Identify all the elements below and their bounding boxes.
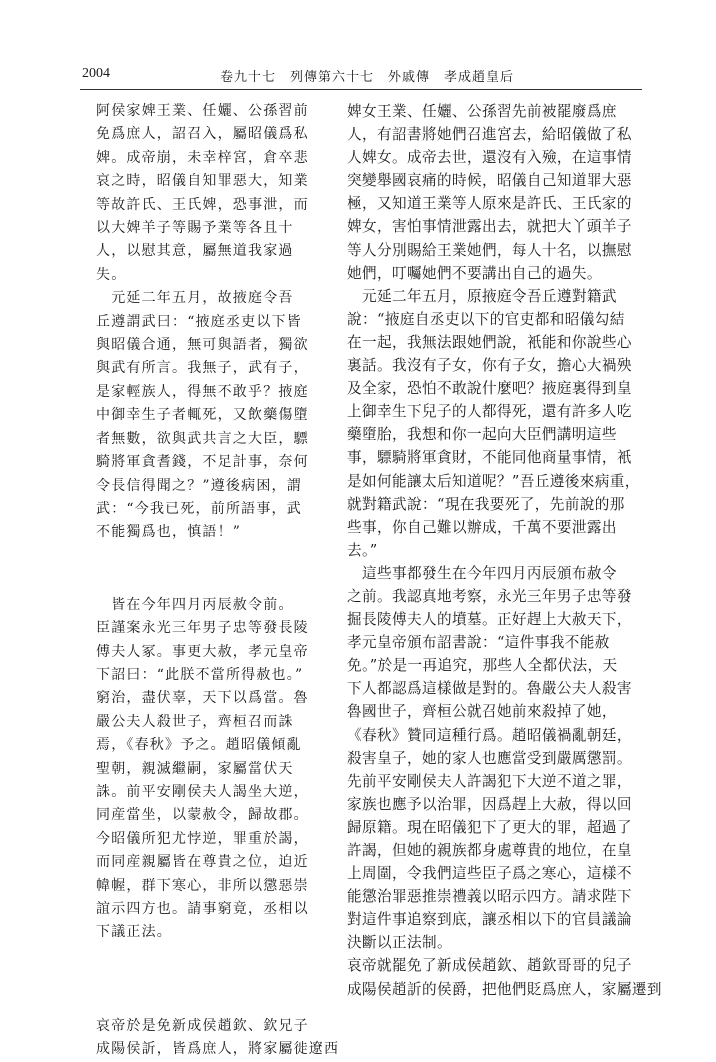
text-line: 窮治，盡伏辜，天下以爲當。魯: [96, 690, 309, 707]
text-line: 《春秋》贊同這種行爲。趙昭儀禍亂朝廷，: [347, 726, 632, 744]
text-line: 傅夫人冢。事更大赦，孝元皇帝: [96, 643, 309, 660]
page-header: [82, 66, 642, 88]
text-line: 丘遵謂武曰：“掖庭丞吏以下皆: [96, 313, 302, 330]
text-line: 歸原籍。現在昭儀犯下了更大的罪，超過了: [347, 818, 632, 836]
text-line: 誅。前平安剛侯夫人謁坐大逆，: [96, 783, 309, 800]
text-line: 孝元皇帝頒布詔書說：“這件事我不能赦: [347, 634, 610, 652]
text-line: 去。”: [347, 541, 378, 559]
text-line: 臣謹案永光三年男子忠等發長陵: [96, 620, 309, 637]
text-line: 極，又知道王業等人原來是許氏、王氏家的: [347, 195, 632, 213]
text-line: 人婢女。成帝去世，還沒有入殮，在這事情: [347, 149, 632, 167]
text-line: 武：“今我已死，前所語事，武: [96, 500, 302, 517]
text-line: 而同産親屬皆在尊貴之位，迫近: [96, 854, 309, 871]
text-line: 家族也應予以治罪，因爲趕上大赦，得以回: [347, 795, 632, 813]
text-line: 是如何能讓太后知道呢？”吾丘遵後來病重，: [347, 472, 640, 490]
text-line: 能懲治罪惡推崇禮義以昭示四方。請求陛下: [347, 888, 632, 906]
text-line: 婢。成帝崩，未幸梓宮，倉卒悲: [96, 149, 309, 166]
text-line: 元延二年五月，故掖庭令吾: [96, 290, 294, 307]
original-text-column: [96, 100, 340, 1062]
text-line: 令長信得聞之？”遵後病困，謂: [96, 477, 302, 494]
paragraph-gap: [96, 945, 314, 1015]
text-line: 下議正法。: [96, 924, 172, 941]
text-line: 免。”於是一再追究，那些人全都伏法，天: [347, 657, 618, 675]
text-line: 誼示四方也。請事窮竟，丞相以: [96, 901, 309, 917]
text-line: 之前。我認真地考察，永光三年男子忠等發: [347, 587, 632, 605]
text-line: 先前平安剛侯夫人許謁犯下大逆不道之罪，: [347, 772, 632, 790]
original-paragraph-3: [96, 594, 314, 945]
text-line: 說：“掖庭自丞吏以下的官吏都和昭儀勾結: [347, 310, 625, 328]
text-line: 嚴公夫人殺世子，齊桓召而誅: [96, 713, 294, 730]
text-line: 藥墮胎，我想和你一起向大臣們講明這些: [347, 426, 617, 444]
text-line: 今昭儀所犯尤悖逆，罪重於謁，: [96, 830, 309, 847]
text-line: 等故許氏、王氏婢，恐事泄，而: [96, 196, 309, 213]
original-paragraph-1: [96, 100, 314, 287]
text-line: 些事，你自己難以辦成，千萬不要泄露出: [347, 518, 617, 536]
text-line: 殺害皇子，她的家人也應當受到嚴厲懲罰。: [347, 749, 632, 767]
text-line: 掘長陵傅夫人的墳墓。正好趕上大赦天下，: [347, 611, 632, 629]
text-line: 騎將軍貪耆錢，不足計事，奈何: [96, 454, 309, 471]
text-line: 就對籍武說：“現在我要死了，先前說的那: [347, 495, 625, 513]
text-line: 人，以慰其意，屬無道我家過: [96, 243, 294, 260]
text-line: 裏話。我沒有子女，你有子女，擔心大禍殃: [347, 357, 632, 375]
translation-paragraph-3: [347, 562, 632, 955]
text-line: 成陽侯趙訢的侯爵，把他們貶爲庶人，家屬遷到: [347, 980, 662, 998]
original-paragraph-4: [96, 1015, 340, 1062]
text-line: 免爲庶人，詔召入，屬昭儀爲私: [96, 126, 309, 143]
text-line: 下詔曰：“此朕不當所得赦也。”: [96, 666, 304, 683]
text-line: 與昭儀合通，無可與語者，獨欲: [96, 337, 309, 354]
header-rule: [80, 89, 642, 90]
text-line: 與武有所言。我無子，武有子，: [96, 360, 309, 377]
text-line: 哀之時，昭儀自知罪惡大，知業: [96, 173, 309, 190]
translation-paragraph-4: [347, 954, 662, 1000]
text-line: 上周圍，令我們這些臣子爲之寒心，這樣不: [347, 865, 632, 883]
text-line: 這些事都發生在今年四月丙辰頒布赦令: [347, 564, 617, 582]
text-line: 突變舉國哀痛的時候，昭儀自己知道罪大惡: [347, 172, 632, 190]
text-line: 上御幸生下兒子的人都得死，還有許多人吃: [347, 403, 632, 421]
text-line: 對這件事追察到底，讓丞相以下的官員議論: [347, 911, 632, 929]
text-line: 以大婢羊子等賜予業等各且十: [96, 220, 294, 237]
text-line: 成陽侯訢，皆爲庶人，將家屬徙遼西: [96, 1041, 340, 1058]
text-line: 元延二年五月，原掖庭令吾丘遵對籍武: [347, 287, 617, 305]
text-line: 事，驃騎將軍貪財，不能同他商量事情，衹: [347, 449, 632, 467]
text-line: 許謁，但她的親族都身處尊貴的地位，在皇: [347, 842, 632, 859]
text-line: 中御幸生子者輒死，又飲藥傷墮: [96, 407, 309, 424]
text-line: 等人分別賜給王業她們，每人十名，以撫慰: [347, 241, 632, 259]
text-line: 是家輕族人，得無不敢乎？掖庭: [96, 383, 309, 400]
text-line: 哀帝於是免新成侯趙欽、欽兄子: [96, 1017, 309, 1034]
text-line: 同産當坐，以蒙赦令，歸故郡。: [96, 807, 309, 824]
text-line: 幃幄，群下寒心，非所以懲惡崇: [96, 877, 309, 894]
text-line: 不能獨爲也，慎語！”: [96, 524, 242, 541]
text-line: 哀帝就罷免了新成侯趙欽、趙欽哥哥的兒子: [347, 957, 632, 975]
text-line: 者無數，欲與武共言之大臣，驃: [96, 430, 309, 447]
translation-paragraph-1: [347, 100, 632, 285]
running-head: 卷九十七 列傳第六十七 外戚傳 孝成趙皇后: [220, 70, 515, 85]
translation-paragraph-2: [347, 285, 640, 562]
original-paragraph-2: [96, 287, 314, 544]
paragraph-gap: [96, 545, 314, 594]
text-line: 她們，叮囑她們不要講出自己的過失。: [347, 264, 602, 282]
text-line: 失。: [96, 266, 127, 283]
text-line: 在一起，我無法跟她們說，衹能和你說些心: [347, 333, 632, 351]
text-line: 婢女，害怕事情泄露出去，就把大丫頭羊子: [347, 218, 632, 236]
page-number: 2004: [82, 66, 110, 81]
text-line: 婢女王業、任孋、公孫習先前被罷廢爲庶: [347, 103, 617, 120]
text-line: 皆在今年四月丙辰赦令前。: [96, 596, 294, 613]
text-line: 下人都認爲這樣做是對的。魯嚴公夫人殺害: [347, 680, 632, 698]
text-line: 決斷以正法制。: [347, 934, 452, 952]
text-line: 魯國世子，齊桓公就召她前來殺掉了她，: [347, 703, 617, 721]
text-line: 人，有詔書將她們召進宮去，給昭儀做了私: [347, 126, 632, 144]
translation-text-column: [347, 100, 662, 1001]
text-line: 聖朝，親滅繼嗣，家屬當伏天: [96, 760, 294, 777]
text-line: 焉，《春秋》予之。趙昭儀傾亂: [96, 737, 302, 754]
text-line: 阿侯家婢王業、任孋、公孫習前: [96, 103, 309, 119]
text-line: 及全家，恐怕不敢說什麼吧？掖庭裏得到皇: [347, 380, 632, 398]
